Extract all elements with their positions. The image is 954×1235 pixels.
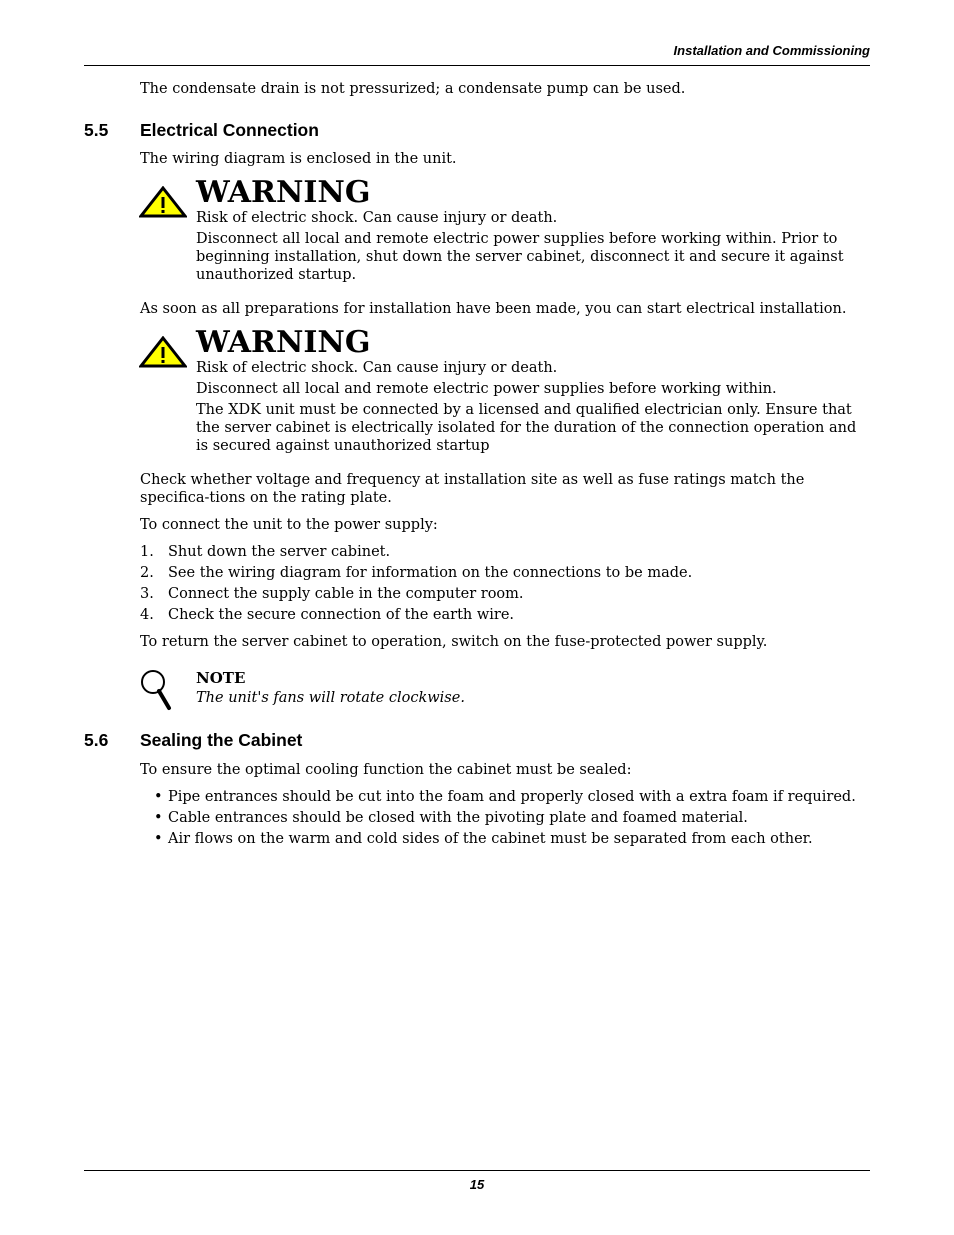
page-number: 15 bbox=[469, 1177, 485, 1192]
warning-text: Disconnect all local and remote electric power supplies before working within. Prior to beginning installation, shut down the server cabinet, disconnect it and secure it against unauthorized startup. bbox=[196, 231, 844, 283]
list-number: 4. bbox=[140, 607, 154, 623]
warning-title: WARNING bbox=[196, 325, 371, 360]
paragraph: Check whether voltage and frequency at installation site as well as fuse ratings match the specifica-tions on the rating plate. bbox=[140, 472, 805, 506]
running-header: Installation and Commissioning bbox=[673, 43, 870, 58]
list-text: See the wiring diagram for information on the connections to be made. bbox=[168, 565, 693, 581]
intro-text: The condensate drain is not pressurized; a condensate pump can be used. bbox=[140, 81, 686, 97]
section-intro: The wiring diagram is enclosed in the unit. bbox=[140, 151, 457, 167]
warning-text: Risk of electric shock. Can cause injury or death. bbox=[196, 210, 558, 226]
header-rule bbox=[84, 65, 870, 66]
paragraph: As soon as all preparations for installation have been made, you can start electrical installation. bbox=[140, 301, 847, 317]
warning-text: Disconnect all local and remote electric power supplies before working within. bbox=[196, 381, 777, 397]
bullet-text: Air flows on the warm and cold sides of the cabinet must be separated from each other. bbox=[168, 831, 813, 847]
section-title: Sealing the Cabinet bbox=[140, 730, 303, 750]
note-title: NOTE bbox=[196, 669, 246, 687]
list-number: 2. bbox=[140, 565, 154, 581]
note-text: The unit's fans will rotate clockwise. bbox=[196, 690, 465, 706]
bullet-mark: • bbox=[154, 810, 163, 826]
bullet-text: Pipe entrances should be cut into the foam and properly closed with a extra foam if required. bbox=[168, 789, 856, 805]
bullet-mark: • bbox=[154, 789, 163, 805]
section-intro: To ensure the optimal cooling function the cabinet must be sealed: bbox=[140, 762, 632, 778]
warning-triangle-icon bbox=[139, 336, 187, 368]
list-text: Shut down the server cabinet. bbox=[168, 544, 391, 560]
bullet-text: Cable entrances should be closed with the pivoting plate and foamed material. bbox=[168, 810, 748, 826]
section-heading-5-6 bbox=[84, 730, 302, 751]
list-text: Check the secure connection of the earth wire. bbox=[168, 607, 515, 623]
footer-rule bbox=[84, 1170, 870, 1171]
warning-triangle-icon bbox=[139, 186, 187, 218]
section-number: 5.5 bbox=[84, 120, 109, 140]
warning-text: The XDK unit must be connected by a licensed and qualified electrician only. Ensure that the server cabinet is electrically isolated for the duration of the connection operation and is secured against unauthorized startup bbox=[196, 402, 857, 454]
bullet-mark: • bbox=[154, 831, 163, 847]
paragraph: To connect the unit to the power supply: bbox=[140, 517, 438, 533]
section-heading-5-5 bbox=[84, 120, 319, 141]
list-number: 1. bbox=[140, 544, 154, 560]
section-title: Electrical Connection bbox=[140, 120, 319, 140]
warning-title: WARNING bbox=[196, 175, 371, 210]
warning-text: Risk of electric shock. Can cause injury or death. bbox=[196, 360, 558, 376]
section-number: 5.6 bbox=[84, 730, 109, 750]
list-text: Connect the supply cable in the computer room. bbox=[168, 586, 524, 602]
magnifier-icon bbox=[139, 668, 173, 712]
list-number: 3. bbox=[140, 586, 154, 602]
paragraph: To return the server cabinet to operation, switch on the fuse-protected power supply. bbox=[140, 634, 768, 650]
